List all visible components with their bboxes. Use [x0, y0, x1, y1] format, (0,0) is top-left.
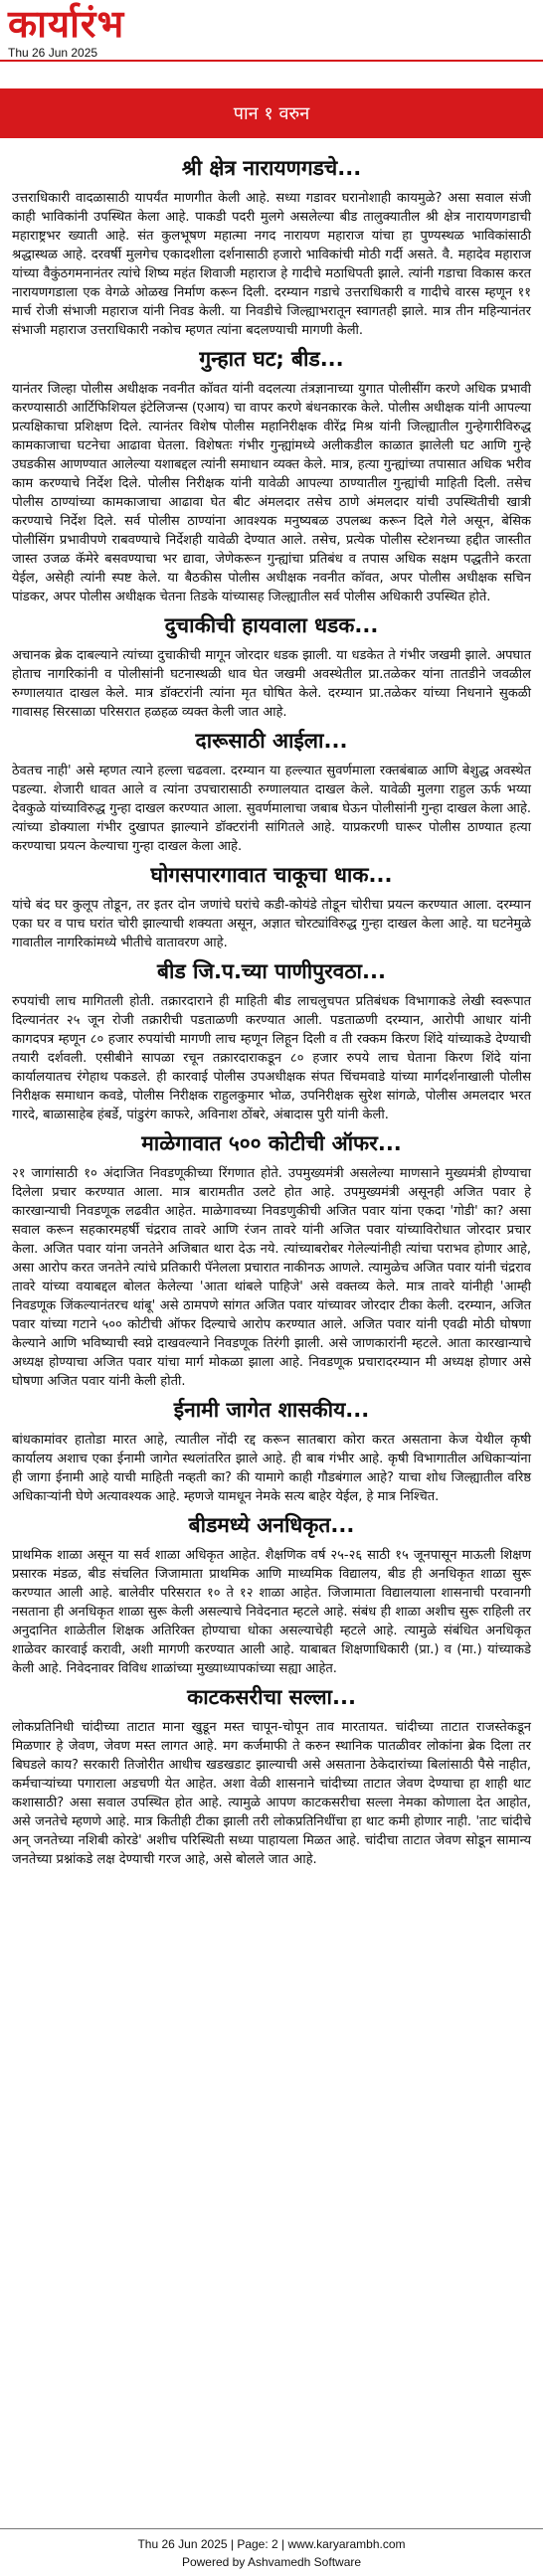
- article-body: ठेवतच नाही' असे म्हणत त्याने हल्ला चढवला. दरम्यान या हल्ल्यात सुवर्णमाला रक्तबंबाळ आणि बेशुद्ध अवस्थेत पडल्या. शेजारी धावत आले व त्यांना उपचारासाठी रुग्णालयात दाखल केले. यावेळी मुलगा राहुल ऊर्फ भय्या देवकुळे यांच्याविरुद्ध गुन्हा दाखल करण्यात आला. सुवर्णमालाचा जबाब घेऊन पोलीसांनी गुन्हा दाखल केला आहे. त्यांच्या डोक्याला गंभीर दुखापत झाल्याने डॉक्टरांनी सांगितले आहे. याप्रकरणी घारूर पोलीस ठाण्यात हत्या करण्याचा प्रयत्न केल्याचा गुन्हा दाखल केला आहे.: [12, 764, 531, 854]
- article-headline: बीडमध्ये अनधिकृत...: [188, 1513, 355, 1537]
- article: [0, 1512, 543, 1678]
- article: [0, 612, 543, 722]
- article-headline: ईनामी जागेत शासकीय...: [173, 1398, 370, 1422]
- article-body: बांधकामांवर हातोडा मारत आहे, त्यातील नोंदी रद्द करून सातबारा कोरा करत असताना केज येथील कृषी कार्यालय अशाच एका ईनामी जागेत स्थलांतरित झाले आहे. ही बाब गंभीर आहे. कृषी विभागातील अधिकाऱ्यांना ही जागा ईनामी आहे याची माहिती नव्हती का? की यामागे काही गौडबंगाल आहे? याचा शोध जिल्ह्यातील वरिष्ठ अधिकाऱ्यांनी घेणे अत्यावश्यक आहे. म्हणजे यामधून नेमके सत्य बाहेर येईल, हे मात्र निश्चित.: [12, 1433, 531, 1504]
- article-headline: माळेगावात ५०० कोटीची ऑफर...: [141, 1131, 402, 1155]
- article: [0, 346, 543, 606]
- article-body: लोकप्रतिनिधी चांदीच्या ताटात माना खुडून मस्त चापून-चोपून ताव मारतायत. चांदीच्या ताटात राजस्तेकडून मिळणार हे जेवण, जेवण मस्त लागत आहे. मग कर्जमाफी ते करुन स्थानिक पातळीवर लोकांना ब्रेक दिला तर बिघडले काय? सरकारी तिजोरीत आधीच खडखडाट झाल्याची असे असताना ठेकेदारांच्या बिलांसाठी पैसे नाहीत, कर्मचाऱ्यांच्या पगाराला अडचणी येत आहेत. अशा वेळी शासनाने चांदीच्या ताटात जेवण देण्याचा हा शाही थाट कशासाठी? असा सवाल उपस्थित होत आहे. त्यामुळे आपण काटकसरीचा सल्ला नेमका कोणाला देत आहोत, असे जनतेचे म्हणणे आहे. मात्र कितीही टीका झाली तरी लोकप्रतिनिधींचा हा थाट कमी होणार नाही. 'ताट चांदीचे अन् जनतेच्या नशिबी कोरडे' अशीच परिस्थिती सध्या पाहायला मिळत आहे. चांदीचा ताटात जेवण सोडून सामान्य जनतेच्या प्रश्नांकडे लक्ष देण्याची गरज आहे, असे बोलले जात आहे.: [12, 1720, 531, 1867]
- article-body: यानंतर जिल्हा पोलीस अधीक्षक नवनीत कॉवत यांनी वदलत्या तंत्रज्ञानाच्या युगात पोलीसींग करणे अधिक प्रभावी करण्यासाठी आर्टिफिशियल इंटेलिजन्स (एआय) चा वापर करणे बंधनकारक केले. पोलीस अधीक्षक यांनी आपल्या प्रत्यक्षिकाचा प्रशिक्षण दिले. त्यानंतर विशेष पोलीस महानिरीक्षक वीरेंद्र मिश्र यांनी जिल्ह्यातील गुन्हेगारीविरुद्ध कामकाजाचा घटनेचा आढावा घेतला. विशेषतः गंभीर गुन्ह्यांमध्ये अलीकडील काळात झालेली घट आणि गुन्हे उघडकीस आणण्यात आलेल्या यशाबद्दल त्यांनी समाधान व्यक्त केले. मात्र, हत्या गुन्ह्यांच्या तपासात अधिक भरीव काम करण्याचे निर्देश दिले. पोलीस निरीक्षक यांनी यावेळी आपल्या ठाण्यातील गुन्ह्यांची माहिती दिली. तसेच पोलीस ठाण्यांच्या कामकाजाचा आढावा घेत बीट अंमलदार तसेच ठाणे अंमलदार यांची उपस्थितीची खात्री करण्याचे निर्देश दिले. सर्व पोलीस ठाण्यांना आवश्यक मनुष्यबळ उपलब्ध करून दिले गेले असून, बेसिक पोलीसिंग प्रभावीपणे राबवण्याचे निर्देशही यावेळी देण्यात आले. तसेच, प्रत्येक पोलीस स्टेशनच्या हद्दीत जास्तीत जास्त उजळ कॅमेरे बसवण्याचा भर द्यावा, जेणेकरून गुन्ह्यांचा प्रतिबंध व तपास अधिक सक्षम पद्धतीने करता येईल, असेही त्यांनी स्पष्ट केले. या बैठकीस पोलीस अधीक्षक नवनीत कॉवत, अपर पोलीस अधीक्षक सचिन पांडकर, अपर पोलीस अधीक्षक चेतना तिडके यांच्यासह जिल्ह्यातील सर्व पोलीस अधिकारी उपस्थित होते.: [12, 382, 531, 604]
- articles-container: [0, 149, 543, 1869]
- article-headline: गुन्हात घट; बीड...: [199, 347, 344, 371]
- newspaper-logo[interactable]: कार्यारंभ: [8, 1, 125, 46]
- article: [0, 1684, 543, 1869]
- article: [0, 958, 543, 1124]
- edition-date: Thu 26 Jun 2025: [8, 46, 98, 60]
- article-headline: दारूसाठी आईला...: [195, 729, 348, 753]
- masthead: [0, 0, 543, 62]
- article-body: प्राथमिक शाळा असून या सर्व शाळा अधिकृत आहेत. शैक्षणिक वर्ष २५-२६ साठी १५ जूनपासून माऊली शिक्षण प्रसारक मंडळ, बीड संचलित जिजामाता प्राथमिक आणि माध्यमिक विद्यालय, बीड ही अनधिकृत शाळा सुरू करण्यात आली आहे. बालेवीर परिसरात १० ते १२ शाळा आहेत. जिजामाता विद्यालयाला शासनाची परवानगी नसताना ही अनधिकृत शाळा सुरू केली असल्याचे निवेदनात म्हटले आहे. संबंध ही शाळा अशीच सुरू राहिली तर अनुदानित शाळेतील शिक्षक अतिरिक्त होण्याचा धोका असल्याचेही म्हटले आहे. त्यामुळे संबंधित अनधिकृत शाळेवर कारवाई करावी, अशी मागणी करण्यात आली आहे. याबाबत शिक्षणाधिकारी (प्रा.) व (मा.) यांच्याकडे केली आहे. निवेदनावर विविध शाळांच्या मुख्याध्यापकांच्या सह्या आहेत.: [12, 1548, 531, 1676]
- article: [0, 862, 543, 952]
- footer-powered-by: Powered by Ashvamedh Software: [181, 2555, 362, 2569]
- page-title: पान १ वरुन: [233, 103, 310, 124]
- article-headline: काटकसरीचा सल्ला...: [187, 1685, 356, 1709]
- article-headline: बीड जि.प.च्या पाणीपुरवठा...: [157, 959, 386, 983]
- article-headline: दुचाकीची हायवाला धडक...: [164, 613, 379, 637]
- footer-edition-info[interactable]: Thu 26 Jun 2025 | Page: 2 | www.karyarambh.com: [137, 2537, 406, 2551]
- article-body: यांचे बंद घर कुलूप तोडून, तर इतर दोन जणांचे घरांचे कडी-कोयंडे तोडून चोरीचा प्रयत्न करण्यात आला. दरम्यान एका घर व पाच घरांत चोरी झाल्याची शक्यता असून, अज्ञात चोरट्यांविरुद्ध गुन्हा दाखल केला आहे. या घटनेमुळे गावातील नागरिकांमध्ये भीतीचे वातावरण आहे.: [12, 898, 531, 950]
- article-body: २१ जागांसाठी १० अंदाजित निवडणूकीच्या रिंगणात होते. उपमुख्यमंत्री असलेल्या माणसाने मुख्यमंत्री होण्याचा दिलेला प्रचार करण्यात आला. मात्र बारामतीत उलटे होत आहे. उपमुख्यमंत्री असूनही अजित पवार हे कारखान्याची निवडणूक लढवीत आहेत. माळेगावच्या निवडणुकीची अजित पवार यांना एकदा 'गोडी' का? असा सवाल करून सहकारमहर्षी चंद्रराव तावरे आणि रंजन तावरे यांनी अजित पवार यांच्याविरोधात जोरदार प्रचार केला. अजित पवार यांना जनतेने अजिबात थारा देऊ नये. त्यांच्याबरोबर गेलेल्यांनीही त्यांचा पराभव होणार आहे, असा आरोप करत जनतेने त्यांचे प्रतिकारी पॅनेलला प्रचारात नाकीनऊ आणले. त्यामुळेच अजित पवार यांनी चंद्रराव तावरे यांच्या वयाबद्दल बोलत केलेल्या 'आता थांबले पाहिजे' असे वक्तव्य केले. मात्र तावरे यांनीही 'आम्ही निवडणूक जिंकल्यानंतरच थांबू' असे ठामपणे सांगत अजित पवार यांच्यावर जोरदार टीका केली. दरम्यान, अजित पवार यांच्या गटाने ५०० कोटीची ऑफर दिल्याचे आरोप करण्यात आले. अजित पवार यांनी एवढी मोठी घोषणा केल्याने आणि भविष्याची स्वप्ने दाखवल्याने निवडणूक तिरंगी झाली. असे जाणकारांनी म्हटले. आता कारखान्याचे अध्यक्ष होण्याचा अजित पवार यांचा मार्ग मोकळा झाला आहे. निवडणूक प्रचारादरम्यान मी अध्यक्ष होणार असे घोषणा अजित पवार यांनी केली होती.: [12, 1166, 531, 1389]
- page-title-bar: [0, 88, 543, 138]
- article-body: रुपयांची लाच मागितली होती. तक्रारदाराने ही माहिती बीड लाचलुचपत प्रतिबंधक विभागाकडे लेखी स्वरूपात दिल्यानंतर २५ जून रोजी तक्रारीची पडताळणी करण्यात आली. पडताळणी दरम्यान, आरोपी आधार यांनी कागदपत्र म्हणून ८० हजार रुपयांची मागणी लाच म्हणून लिहून दिली व ती रक्कम किरण शिंदे यांच्याकडे देण्याची तयारी दर्शवली. एसीबीने सापळा रचून तक्रारदाराकडून ८० हजार रुपये लाच घेताना किरण शिंदे यांना कार्यालयातच रंगेहाथ पकडले. ही कारवाई पोलीस उपअधीक्षक संपत चिंचमवाडे यांच्या मार्गदर्शनाखाली पोलीस निरीक्षक समाधान कवडे, पोलीस निरीक्षक राहुलकुमार भोळ, उपनिरीक्षक सुरेश सांगळे, पोलीस अमलदार भरत गारदे, बाळासाहेब हंबर्डे, पांडुरंग काफरे, अविनाश ठोंबरे, अंबादास पुरी यांनी केली.: [12, 994, 531, 1122]
- article: [0, 728, 543, 856]
- article: [0, 155, 543, 340]
- article-body: उत्तराधिकारी वादळासाठी यापर्यंत माणगीत केली आहे. सध्या गडावर घरानोशाही कायमुळे? असा सवाल संजी काही भाविकांनी उपस्थित केला आहे. पाकडी पदरी मुलगे असलेल्या बीड तालुक्यातील श्री क्षेत्र नारायणगडाची महाराष्ट्रभर ख्याती आहे. संत कुलभूषण महात्मा नगद नारायण महाराज यांचा हा पुण्यस्थळ भाविकांसाठी श्रद्धास्थळ आहे. दरवर्षी मुलगेच एकादशीला दर्शनासाठी हजारो भाविकांची मोठी गर्दी असते. वै. महादेव महाराज यांच्या वैकुंठगमनानंतर त्यांचे शिष्य महंत शिवाजी महाराज हे गादीचे मठाधिपती झाले. त्यांनी गडाचा विकास करत नारायणगडाला एक वेगळे ओळख निर्माण करून दिली. दरम्यान गडाचे उत्तराधिकारी व गादीचे वारस म्हणून ११ मार्च रोजी संभाजी महाराज यांनी निवड केली. या निवडीचे जिल्ह्याभरातून स्वागतही झाले. मात्र तीन महिन्यानंतर संभाजी महाराज उत्तराधिकारी नकोच म्हणत त्यांना बदलण्याची मागणी केली.: [12, 191, 531, 338]
- article-body: अचानक ब्रेक दाबल्याने त्यांच्या दुचाकीची मागून जोरदार धडक झाली. या धडकेत ते गंभीर जखमी झाले. अपघात होताच नागरिकांनी व पोलीसांनी घटनास्थळी धाव घेत जखमी अवस्थेतील प्रा.तळेकर यांना तातडीने जवळील रुग्णालयात दाखल केले. मात्र डॉक्टरांनी त्यांना मृत घोषित केले. दरम्यान प्रा.तळेकर यांच्या निधनाने सुकळी गावासह सिरसाळा परिसरात हळहळ व्यक्त केली जात आहे.: [12, 648, 531, 720]
- article: [0, 1130, 543, 1391]
- article-headline: घोगसपारगावात चाकूचा धाक...: [150, 863, 393, 887]
- footer: [0, 2528, 543, 2576]
- article: [0, 1397, 543, 1506]
- article-headline: श्री क्षेत्र नारायणगडचे...: [181, 156, 362, 180]
